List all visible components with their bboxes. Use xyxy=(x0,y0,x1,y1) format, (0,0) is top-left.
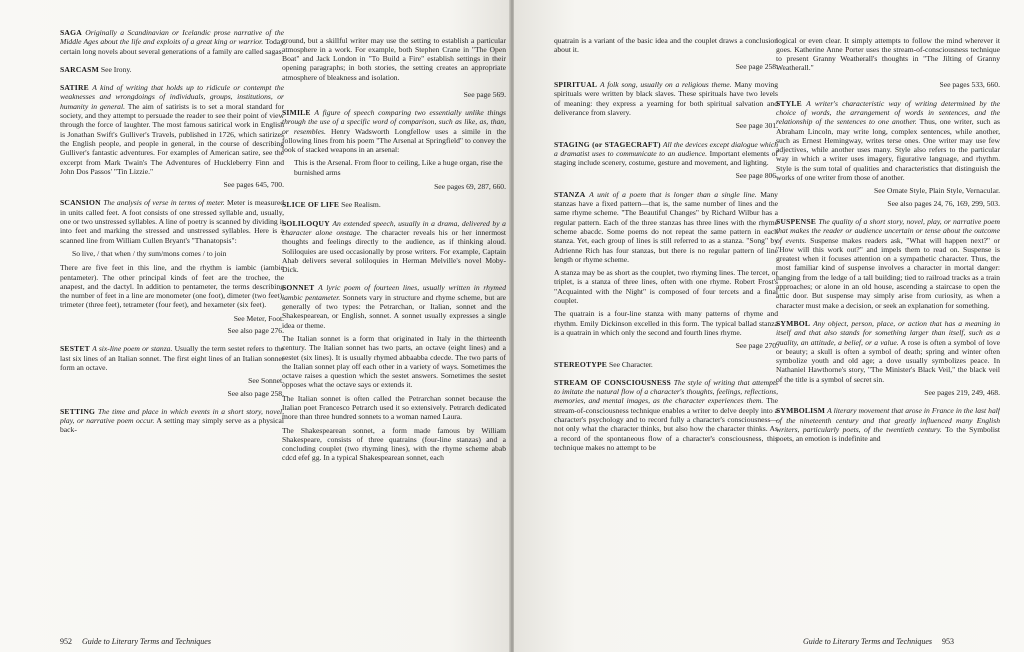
entry-paragraph xyxy=(776,217,1000,310)
entry-body: Meter is measured in units called feet. A foot consists of one stressed syllable and, usually, one or two unstressed syllables. A line of poetry is scanned by dividing it into feet and marking the stressed and unstressed syllables. Here is a scanned line from William Cullen Bryant's "Thanatopsis": xyxy=(60,198,284,245)
entry-paragraph: The Italian sonnet is a form that originated in Italy in the thirteenth century. The Italian sonnet has two parts, an octave (eight lines) and a sestet (six lines). It is usually rhymed abbaabba cdecde. The two parts of the Italian sonnet play off each other in a variety of ways. Sometimes the octave raises a question which the sestet answers. Sometimes the sestet opposes what the octave says or extends it. xyxy=(282,333,506,390)
entry-body: Today certain long novels about several generations of a family are called sagas. xyxy=(60,37,284,56)
entry-body: Important elements of staging include scenery, costume, gesture and movement, and lighting. xyxy=(554,148,778,168)
continued-entry xyxy=(554,36,778,71)
entry-paragraph xyxy=(60,65,284,74)
entry-body: Suspense makes readers ask, "What will happen next?" or "How will this work out?" and impels them to read on. Suspense is greatest when it focuses attention on a sympathetic character. Thus, the most familiar kind of suspense involves a character in mortal danger: hanging from the ledge of a tall building; tied to railroad tracks as a train approaches; or alone in an old house, ascending a staircase to open the attic door. But suspense may simply arise from curiosity, as when a character must make a decision, or seek an explanation for something. xyxy=(776,235,1000,310)
entry-term: SLICE OF LIFE xyxy=(282,200,340,210)
entry-body: Usually the term sestet refers to the last six lines of an Italian sonnet. The first eight lines of an Italian sonnet form an octave. xyxy=(60,344,284,372)
page-number: 952 xyxy=(60,637,72,646)
see-also-reference: See also page 276. xyxy=(227,326,284,336)
glossary-entry xyxy=(554,360,778,369)
entry-term: SARCASM xyxy=(60,64,99,74)
glossary-entry xyxy=(554,140,778,181)
entry-body: To the Symbolist poets, an emotion is indefinite and xyxy=(776,424,1000,444)
entry-term: STANZA xyxy=(554,189,586,199)
entry-body: See Irony. xyxy=(100,64,132,74)
entry-term: SONNET xyxy=(282,283,315,293)
glossary-entry xyxy=(776,319,1000,397)
entry-paragraph xyxy=(282,219,506,275)
entry-term: SIMILE xyxy=(282,107,311,117)
see-also-reference: See also page 258. xyxy=(227,388,284,398)
entry-term: SYMBOLISM xyxy=(776,406,826,416)
see-also-reference: See pages 219, 249, 468. xyxy=(924,387,1000,397)
glossary-entry xyxy=(282,219,506,275)
entry-definition: The time and place in which events in a short story, novel, play, or narrative poem occur. xyxy=(60,406,284,426)
entry-paragraph xyxy=(60,344,284,372)
entry-paragraph: The quatrain is a four-line stanza with many patterns of rhyme and rhythm. Emily Dickinson excelled in this form. The typical ballad stanza is a quatrain in which only the second and fourth lines rhyme. xyxy=(554,309,778,337)
glossary-entry xyxy=(282,108,506,191)
entry-definition: The style of writing that attempts to imitate the natural flow of a character's thoughts, feelings, reflections, memories, and mental images, as the character experiences them. xyxy=(554,377,778,406)
running-footer-title: Guide to Literary Terms and Techniques xyxy=(82,637,211,646)
entry-paragraph xyxy=(282,283,506,329)
left-page-footer xyxy=(60,637,211,646)
see-also-reference: See also pages 24, 76, 169, 299, 503. xyxy=(887,198,1000,208)
glossary-entry xyxy=(282,200,506,209)
left-page xyxy=(0,0,510,652)
entry-definition: A figure of speech comparing two essentially unlike things through the use of a specific word of comparison, such as like, as, than, or resembles. xyxy=(282,107,506,136)
entry-definition: A unit of a poem that is longer than a single line. xyxy=(589,189,757,199)
entry-body: The character reveals his or her innermost thoughts and feelings directly to the audience, as if thinking aloud. Soliloquies are used occasionally by prose writers. For example, Captain Ahab delivers several soliloquies in Herman Melville's novel Moby-Dick. xyxy=(282,227,506,275)
entry-definition: The quality of a short story, novel, play, or narrative poem that makes the reader or audience uncertain or tense about the outcome of events. xyxy=(776,216,1000,245)
glossary-entry xyxy=(60,28,284,56)
entry-body: A setting may simply serve as a physical back- xyxy=(60,416,284,435)
continued-entry xyxy=(776,36,1000,90)
entry-term: SAGA xyxy=(60,28,82,37)
entry-definition: All the devices except dialogue which a dramatist uses to communicate to an audience. xyxy=(554,139,778,158)
entry-definition: A folk song, usually on a religious theme. xyxy=(599,80,732,90)
entry-body: Many moving spirituals were written by black slaves. These spirituals have two levels of meaning: they express a yearning for both spiritual salvation and deliverance from slavery. xyxy=(554,80,778,117)
entry-term: SATIRE xyxy=(60,83,89,93)
glossary-entry xyxy=(554,378,778,452)
entry-definition: A lyric poem of fourteen lines, usually written in rhymed iambic pentameter. xyxy=(282,283,506,302)
entry-paragraph: The Shakespearean sonnet, a form made famous by William Shakespeare, consists of three quatrains (four-line stanzas) and a concluding couplet (two rhyming lines), with the rhyme scheme abab cdcd efef gg. In a typical Shakespearean sonnet, each xyxy=(282,425,506,463)
left-column-1 xyxy=(60,28,284,628)
entry-definition: The analysis of verse in terms of meter. xyxy=(103,198,225,208)
glossary-entry xyxy=(60,407,284,435)
page-number: 953 xyxy=(942,637,954,646)
see-also-reference: See page 569. xyxy=(463,89,506,99)
see-also-reference: See page 806. xyxy=(735,171,778,181)
entry-term: SESTET xyxy=(60,344,90,354)
glossary-entry xyxy=(554,190,778,351)
entry-body: Many stanzas have a fixed pattern—that is, the same number of lines and the same rhyme scheme. "The Beautiful Changes" by Richard Wilbur has a regular pattern. Each of the three stanzas has three lines with the rhyme scheme abacdc. Some poems do not repeat the same pattern in each stanza. Yet, each group of lines is still referred to as a stanza. "Song" by Adrienne Rich has four stanzas, but there is no regular pattern of line length or rhyme scheme. xyxy=(554,189,778,264)
entry-body: Henry Wadsworth Longfellow uses a simile in the following lines from his poem "The Arsenal at Springfield" to convey the look of stacked weapons in an arsenal: xyxy=(282,126,506,155)
glossary-entry xyxy=(60,198,284,335)
entry-paragraph xyxy=(554,140,778,168)
entry-definition: A writer's characteristic way of writing determined by the choice of words, the arrangement of words in sentences, and the relationship of the sentences to one another. xyxy=(776,98,1000,127)
entry-text: ground, but a skillful writer may use the setting to establish a particular atmosphere in a work. For example, both Stephen Crane in "The Open Boat" and Jack London in "To Build a Fire" establish settings in their opening paragraphs; in both stories, the setting creates an appropriate atmosphere of bleakness and isolation. xyxy=(282,35,506,82)
entry-paragraph xyxy=(282,108,506,154)
glossary-entry xyxy=(60,344,284,397)
entry-paragraph xyxy=(282,200,506,209)
entry-paragraph xyxy=(776,406,1000,443)
entry-definition: A six-line poem or stanza. xyxy=(92,344,173,354)
entry-term: SETTING xyxy=(60,406,96,416)
entry-body: See Realism. xyxy=(341,200,381,210)
entry-paragraph xyxy=(554,360,778,369)
entry-paragraph xyxy=(554,190,778,264)
see-also-reference: See page 301. xyxy=(735,121,778,131)
entry-term: SUSPENSE xyxy=(776,216,817,226)
entry-paragraph: A stanza may be as short as the couplet, two rhyming lines. The tercet, or triplet, is a stanza of three lines, often with one rhyme. Robert Frost's "Acquainted with the Night" is composed of four tercets and a final couplet. xyxy=(554,268,778,306)
quoted-verse: So live, / that when / thy sum/mons comes / to join xyxy=(72,248,227,258)
entry-text: logical or even clear. It simply attempts to follow the mind wherever it goes. Katherine Anne Porter uses the stream-of-consciousness technique to present Granny Weatherall's thoughts in "The Jilting of Granny Weatherall." xyxy=(776,35,1000,73)
entry-definition: A kind of writing that holds up to ridicule or contempt the weaknesses and wrongdoings of individuals, groups, institutions, or humanity in general. xyxy=(60,83,284,111)
running-footer-title: Guide to Literary Terms and Techniques xyxy=(803,637,932,646)
entry-body: Thus, one writer, such as Abraham Lincoln, may write long, complex sentences, while another, such as Ernest Hemingway, writes terse ones. One writer may use few adjectives, while another uses many. Style also refers to the particular way in which a writer uses imagery, figurative language, and rhythm. Style is the sum total of qualities and characteristics that distinguish the works of one writer from those of another. xyxy=(776,117,1000,183)
entry-paragraph xyxy=(554,80,778,117)
entry-term: SYMBOL xyxy=(776,318,811,328)
entry-paragraph: The Italian sonnet is often called the Petrarchan sonnet because the Italian poet Francesco Petrarch used it so extensively. Petrarch dedicated more than three hundred sonnets to a woman named Laura. xyxy=(282,393,506,422)
entry-term: SPIRITUAL xyxy=(554,80,598,90)
glossary-entry xyxy=(60,65,284,74)
entry-body: See Character. xyxy=(608,359,653,369)
continued-entry xyxy=(282,36,506,99)
entry-term: STYLE xyxy=(776,98,802,108)
see-also-reference: See pages 645, 700. xyxy=(223,180,284,190)
entry-term: SOLILOQUY xyxy=(282,218,330,228)
entry-definition: Originally a Scandinavian or Icelandic prose narrative of the Middle Ages about the life and exploits of a great king or warrior. xyxy=(60,28,284,47)
entry-definition: An extended speech, usually in a drama, delivered by a character alone onstage. xyxy=(282,218,506,237)
entry-body: Sonnets vary in structure and rhyme scheme, but are generally of two types: the Petrarchan, or Italian, sonnet and the Shakespearean, or English, sonnet. A sonnet usually expresses a single idea or theme. xyxy=(282,292,506,330)
right-column-2 xyxy=(776,28,1000,628)
entry-term: SCANSION xyxy=(60,198,101,208)
entry-paragraph xyxy=(60,407,284,435)
entry-paragraph xyxy=(60,83,284,176)
glossary-entry xyxy=(776,217,1000,310)
glossary-entry xyxy=(554,80,778,130)
entry-definition: Any object, person, place, or action that has a meaning in itself and that also stands for something larger than itself, such as a quality, an attitude, a belief, or a value. xyxy=(776,318,1000,347)
entry-term: STAGING (or STAGECRAFT) xyxy=(554,139,661,149)
see-also-reference: See Meter, Foot. xyxy=(233,313,284,323)
see-also-reference: See page 270. xyxy=(735,341,778,351)
see-also-reference: See Sonnet. xyxy=(248,376,284,386)
entry-paragraph xyxy=(60,198,284,244)
entry-paragraph xyxy=(554,378,778,452)
see-also-reference: See pages 533, 660. xyxy=(939,80,1000,90)
see-also-reference: See pages 69, 287, 660. xyxy=(434,182,506,192)
quoted-verse: This is the Arsenal. From floor to ceiling, Like a huge organ, rise the burnished arms xyxy=(294,158,503,177)
right-column-1 xyxy=(554,28,778,628)
entry-term: STREAM OF CONSCIOUSNESS xyxy=(554,377,671,387)
entry-paragraph xyxy=(60,28,284,56)
entry-definition: A literary movement that arose in France in the last half of the nineteenth century and that greatly influenced many English writers, particularly poets, of the twentieth century. xyxy=(776,406,1000,434)
glossary-entry xyxy=(776,99,1000,208)
entry-body: The stream-of-consciousness technique enables a writer to delve deeply into a character's psychology and to record fully a character's consciousness—not only what the character thinks, but also how the character thinks. As a record of the spontaneous flow of a character's consciousness, this technique makes no attempt to be xyxy=(554,396,778,452)
entry-body: The aim of satirists is to set a moral standard for society, and they attempt to persuade the reader to see their point of view through the force of laughter. The most famous satirical work in English is Jonathan Swift's Gulliver's Travels, published in 1726, which satirizes the English people, and people in general, in the course of describing Gulliver's fantastic adventures. For examples of American satire, see the excerpt from Mark Twain's The Adventures of Huckleberry Finn and John Dos Passos' "Tin Lizzie." xyxy=(60,101,284,176)
see-also-reference: See Ornate Style, Plain Style, Vernacular. xyxy=(874,186,1000,196)
see-also-reference: See page 258. xyxy=(735,61,778,71)
right-page-footer xyxy=(803,637,954,646)
right-page xyxy=(514,0,1024,652)
entry-body: A rose is often a symbol of love or beauty; a skull is often a symbol of death; spring and winter often symbolize youth and old age; a dove usually symbolizes peace. In Nathaniel Hawthorne's story, "The Minister's Black Veil," the black veil of the title is a symbol of secret sin. xyxy=(776,337,1000,384)
glossary-entry xyxy=(776,406,1000,443)
entry-text: quatrain is a variant of the basic idea and the couplet draws a conclusion about it. xyxy=(554,35,778,54)
glossary-entry xyxy=(60,83,284,189)
entry-paragraph: There are five feet in this line, and the rhythm is iambic (iambic pentameter). The other principal kinds of feet are the trochee, the anapest, and the dactyl. In addition to pentameter, the terms describing the number of feet in a line are monometer (one foot), dimeter (two feet), trimeter (three feet), tetrameter (four feet), and hexameter (six feet). xyxy=(60,263,284,310)
entry-paragraph xyxy=(776,319,1000,384)
entry-term: STEREOTYPE xyxy=(554,359,608,369)
glossary-entry xyxy=(282,283,506,462)
entry-paragraph xyxy=(776,99,1000,183)
left-column-2 xyxy=(282,28,506,628)
